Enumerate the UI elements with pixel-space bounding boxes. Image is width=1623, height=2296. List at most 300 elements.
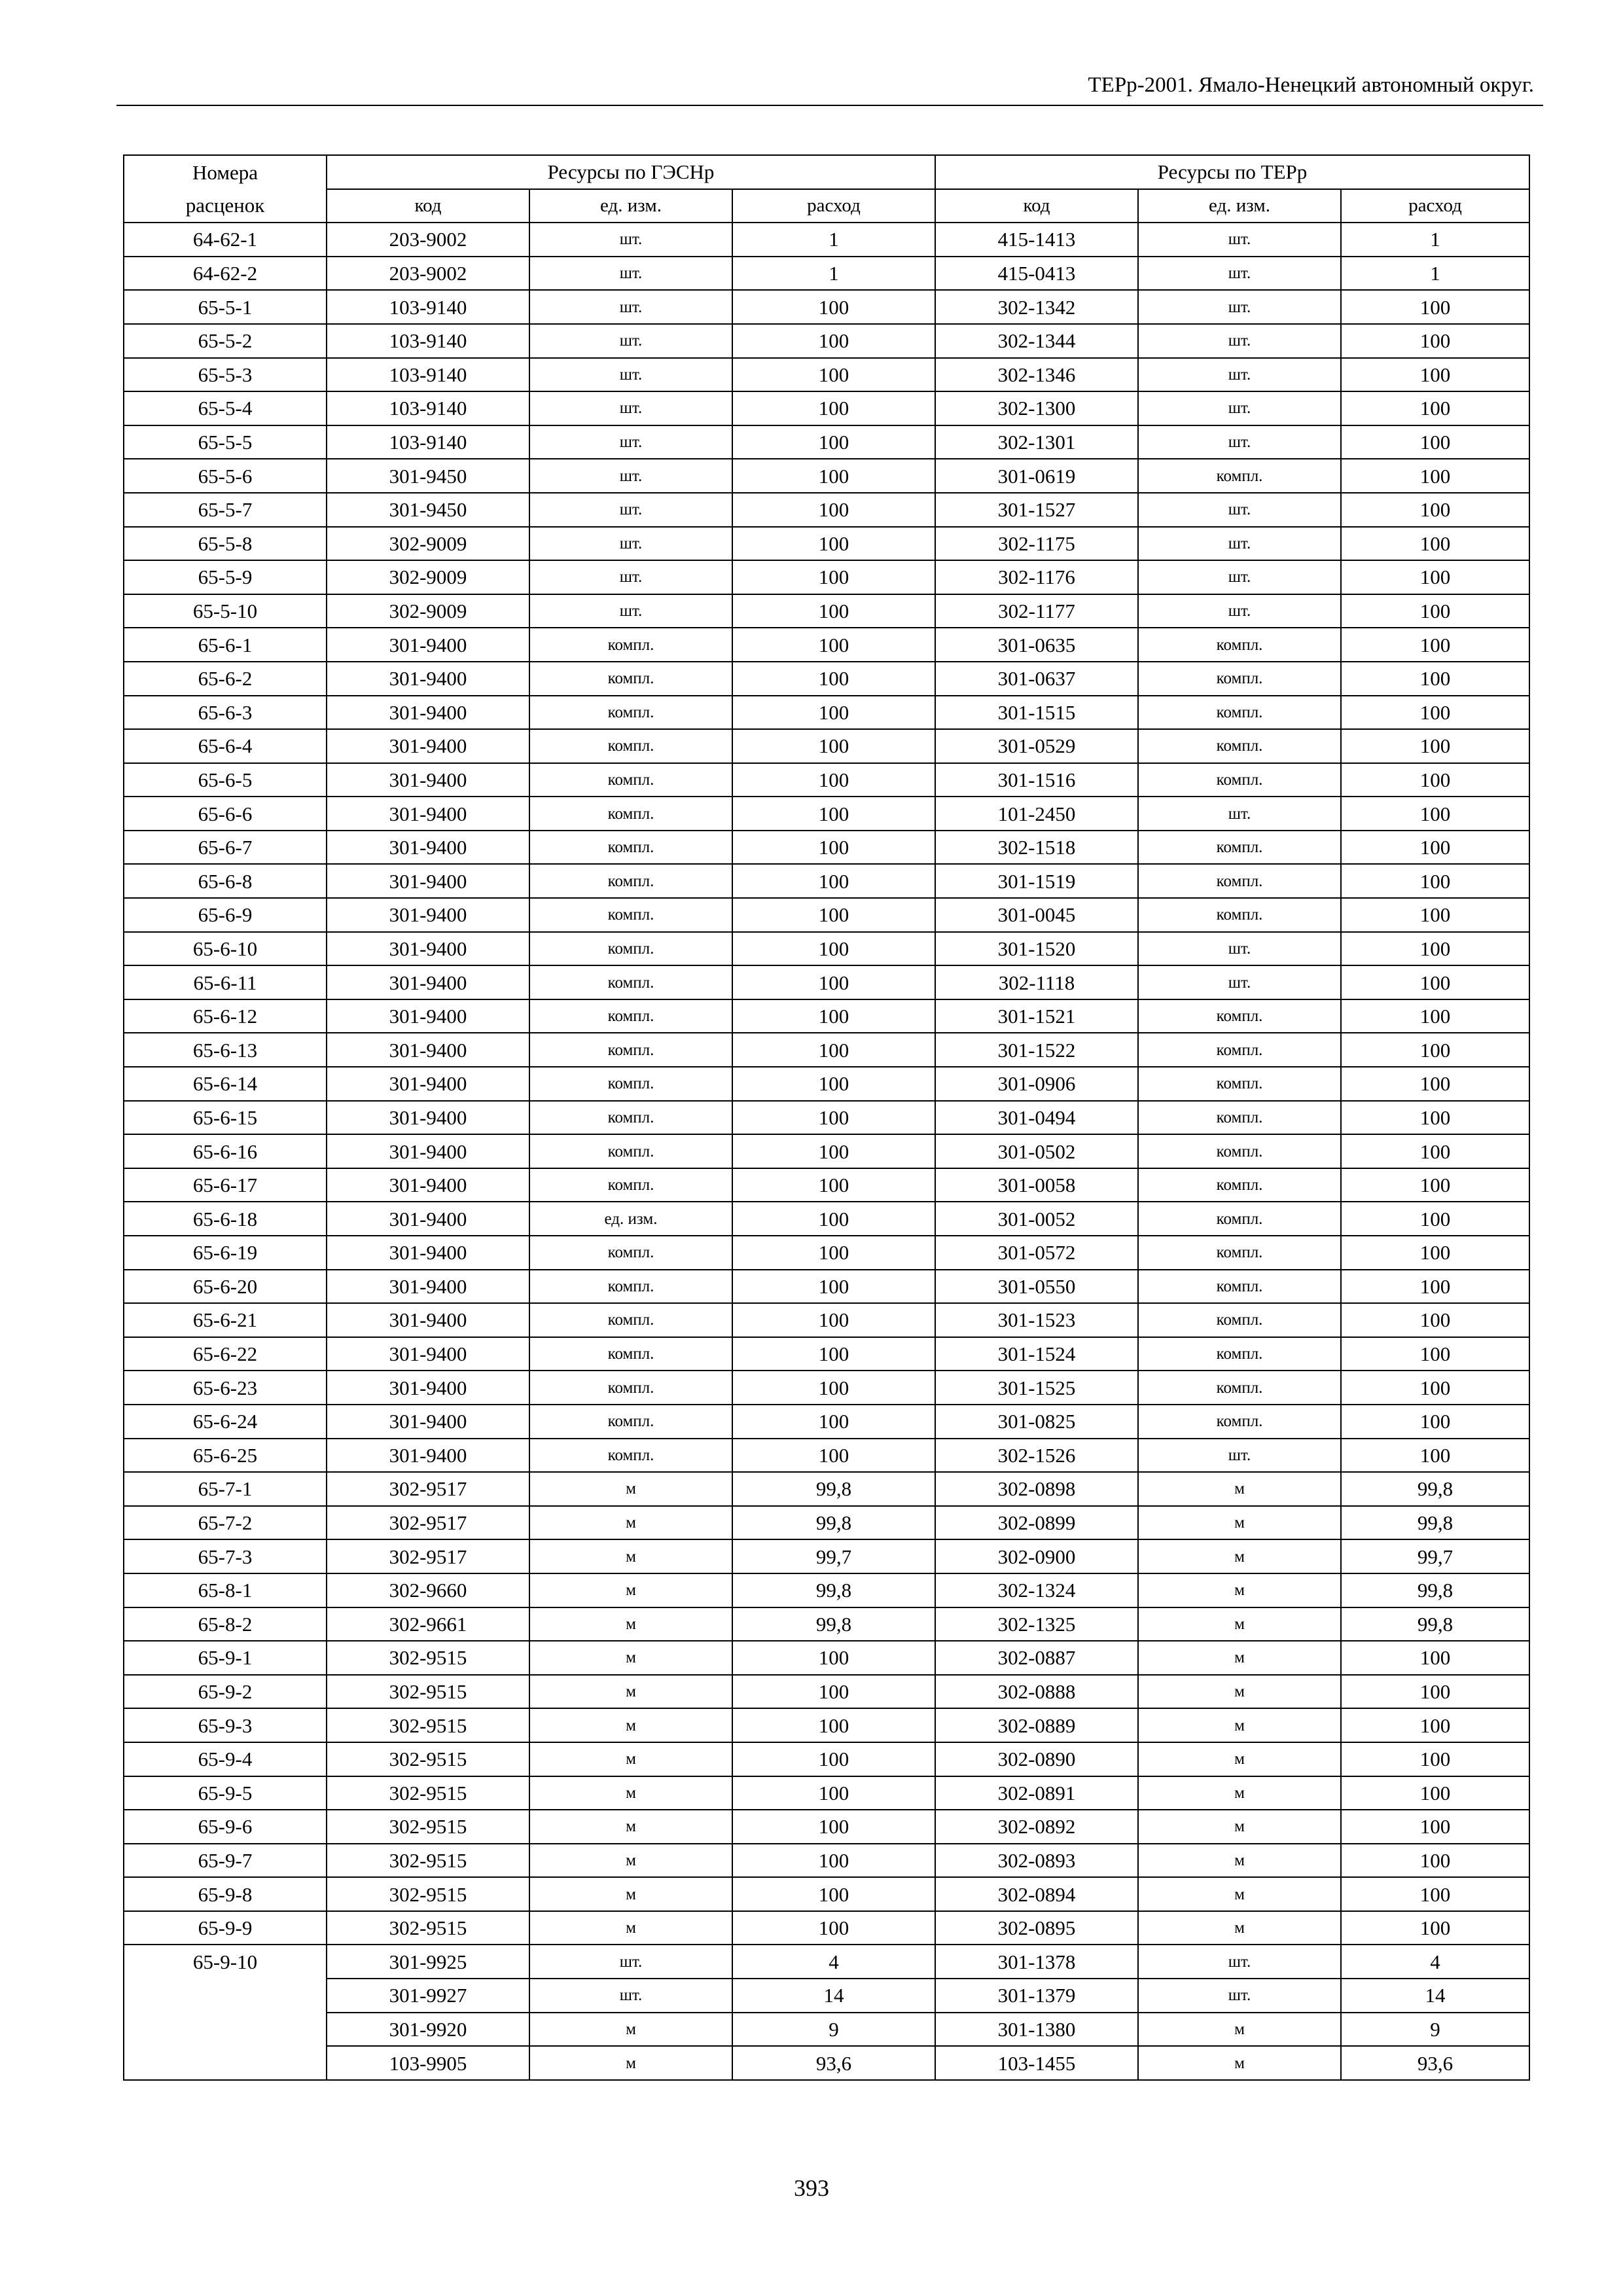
gesn-qty-cell: 100 [732,1708,935,1742]
table-row [124,493,1529,527]
ter-unit-cell: шт. [1138,257,1341,291]
gesn-unit-cell: м [529,1472,732,1506]
gesn-qty-cell: 100 [732,358,935,392]
rate-number-cell: 65-6-15 [124,1101,327,1135]
gesn-unit-cell: м [529,1675,732,1709]
ter-qty-cell: 99,8 [1341,1573,1529,1607]
gesn-qty-cell: 100 [732,493,935,527]
ter-unit-cell: шт. [1138,1979,1341,2013]
gesn-unit-cell: компл. [529,1439,732,1473]
gesn-qty-cell: 100 [732,797,935,831]
gesn-code-cell: 301-9400 [327,1303,529,1337]
page-number: 393 [794,2175,829,2201]
gesn-qty-cell: 100 [732,696,935,730]
ter-unit-cell: м [1138,1573,1341,1607]
ter-qty-cell: 100 [1341,932,1529,966]
rate-number-cell: 65-6-18 [124,1202,327,1236]
rate-number-cell: 65-5-5 [124,425,327,459]
gesn-resources-header: Ресурсы по ГЭСНр [327,155,935,189]
ter-code-cell: 301-0058 [935,1168,1138,1202]
gesn-unit-cell: компл. [529,1405,732,1439]
resource-table [123,154,1530,2081]
ter-code-cell: 302-0890 [935,1742,1138,1776]
ter-code-cell: 302-0900 [935,1539,1138,1573]
ter-qty-cell: 100 [1341,999,1529,1033]
rate-number-cell: 65-9-1 [124,1641,327,1675]
ter-code-cell: 302-1344 [935,324,1138,358]
ter-code-cell: 301-0637 [935,662,1138,696]
gesn-qty-cell: 100 [732,425,935,459]
gesn-code-cell: 301-9400 [327,763,529,797]
rate-number-cell: 65-6-21 [124,1303,327,1337]
ter-code-cell: 301-1378 [935,1945,1138,1979]
gesn-qty-cell: 100 [732,1033,935,1067]
rate-number-cell: 65-6-7 [124,831,327,865]
table-row [124,1539,1529,1573]
gesn-qty-cell: 100 [732,1439,935,1473]
ter-code-cell: 301-0045 [935,898,1138,932]
gesn-unit-cell: м [529,1844,732,1878]
ter-code-cell: 301-1379 [935,1979,1138,2013]
ter-code-cell: 302-0892 [935,1810,1138,1844]
gesn-unit-cell: м [529,1776,732,1810]
ter-qty-cell: 100 [1341,594,1529,628]
table-row [124,831,1529,865]
rate-number-cell: 65-9-3 [124,1708,327,1742]
rate-number-cell: 65-5-10 [124,594,327,628]
gesn-qty-cell: 100 [732,1303,935,1337]
gesn-code-cell: 301-9400 [327,1405,529,1439]
gesn-code-cell: 302-9660 [327,1573,529,1607]
ter-unit-cell: шт. [1138,527,1341,561]
gesn-qty-cell: 100 [732,999,935,1033]
gesn-qty-cell: 100 [732,628,935,662]
ter-qty-cell: 100 [1341,290,1529,324]
gesn-code-cell: 301-9920 [327,2013,529,2047]
ter-code-cell: 301-0572 [935,1236,1138,1270]
ter-qty-cell: 100 [1341,864,1529,898]
table-row [124,1371,1529,1405]
ter-qty-cell: 100 [1341,1168,1529,1202]
ter-code-cell: 302-1526 [935,1439,1138,1473]
table-row [124,1168,1529,1202]
ter-unit-cell: компл. [1138,1168,1341,1202]
ter-unit-cell: компл. [1138,1033,1341,1067]
gesn-qty-cell: 100 [732,560,935,594]
table-row [124,1067,1529,1101]
ter-qty-cell: 100 [1341,1877,1529,1911]
ter-code-cell: 301-0502 [935,1134,1138,1168]
gesn-code-cell: 302-9515 [327,1810,529,1844]
gesn-qty-cell: 99,8 [732,1607,935,1641]
gesn-qty-cell: 100 [732,1675,935,1709]
gesn-unit-cell: м [529,1641,732,1675]
gesn-qty-cell: 1 [732,223,935,257]
ter-qty-cell: 1 [1341,257,1529,291]
gesn-unit-cell: м [529,1573,732,1607]
ter-code-cell: 301-1519 [935,864,1138,898]
rate-number-cell: 65-9-7 [124,1844,327,1878]
gesn-unit-cell: ед. изм. [529,1202,732,1236]
gesn-code-cell: 203-9002 [327,223,529,257]
gesn-qty-cell: 100 [732,527,935,561]
gesn-unit-cell: шт. [529,391,732,425]
ter-unit-cell: шт. [1138,1439,1341,1473]
rate-number-cell [124,2013,327,2047]
ter-unit-cell: компл. [1138,459,1341,493]
rate-number-cell: 65-6-1 [124,628,327,662]
ter-code-cell: 301-1380 [935,2013,1138,2047]
ter-qty-cell: 100 [1341,1270,1529,1304]
rate-number-cell: 65-5-4 [124,391,327,425]
table-row [124,628,1529,662]
ter-qty-cell: 100 [1341,763,1529,797]
gesn-code-cell: 302-9515 [327,1844,529,1878]
gesn-qty-header: расход [732,189,935,223]
ter-qty-cell: 100 [1341,391,1529,425]
table-row [124,662,1529,696]
ter-qty-cell: 100 [1341,493,1529,527]
table-row [124,1134,1529,1168]
rate-number-cell: 65-6-19 [124,1236,327,1270]
table-row [124,391,1529,425]
ter-qty-header: расход [1341,189,1529,223]
gesn-code-cell: 301-9400 [327,1270,529,1304]
rate-number-cell: 65-6-23 [124,1371,327,1405]
ter-code-cell: 302-1118 [935,965,1138,999]
gesn-qty-cell: 9 [732,2013,935,2047]
ter-unit-cell: компл. [1138,1134,1341,1168]
gesn-code-cell: 301-9400 [327,1236,529,1270]
gesn-code-cell: 302-9009 [327,594,529,628]
gesn-code-cell: 301-9400 [327,999,529,1033]
ter-qty-cell: 100 [1341,1303,1529,1337]
rate-number-cell: 65-9-10 [124,1945,327,1979]
ter-unit-cell: шт. [1138,290,1341,324]
gesn-qty-cell: 100 [732,1101,935,1135]
rate-number-cell: 65-7-2 [124,1506,327,1540]
ter-code-cell: 301-0494 [935,1101,1138,1135]
ter-qty-cell: 100 [1341,898,1529,932]
ter-qty-cell: 100 [1341,1675,1529,1709]
ter-unit-header: ед. изм. [1138,189,1341,223]
gesn-qty-cell: 100 [732,1405,935,1439]
ter-unit-cell: м [1138,1472,1341,1506]
gesn-unit-cell: компл. [529,1371,732,1405]
ter-code-cell: 301-0906 [935,1067,1138,1101]
gesn-unit-cell: м [529,1607,732,1641]
rate-number-cell: 65-5-6 [124,459,327,493]
gesn-code-cell: 302-9515 [327,1877,529,1911]
gesn-qty-cell: 100 [732,1742,935,1776]
ter-code-cell: 301-0619 [935,459,1138,493]
ter-qty-cell: 100 [1341,324,1529,358]
ter-qty-cell: 100 [1341,729,1529,763]
ter-unit-cell: компл. [1138,628,1341,662]
rate-number-cell: 65-6-20 [124,1270,327,1304]
ter-qty-cell: 100 [1341,1911,1529,1945]
ter-qty-cell: 100 [1341,1776,1529,1810]
gesn-qty-cell: 100 [732,1911,935,1945]
gesn-qty-cell: 99,8 [732,1506,935,1540]
table-row [124,1270,1529,1304]
rate-number-cell: 65-5-3 [124,358,327,392]
gesn-qty-cell: 100 [732,594,935,628]
ter-qty-cell: 14 [1341,1979,1529,2013]
gesn-unit-cell: компл. [529,1303,732,1337]
table-header-row-1 [124,155,1529,189]
ter-qty-cell: 100 [1341,358,1529,392]
gesn-unit-cell: шт. [529,527,732,561]
gesn-code-cell: 301-9400 [327,797,529,831]
rate-number-cell: 65-8-1 [124,1573,327,1607]
table-row [124,1810,1529,1844]
gesn-qty-cell: 100 [732,965,935,999]
ter-qty-cell: 100 [1341,1202,1529,1236]
ter-unit-cell: м [1138,1877,1341,1911]
gesn-qty-cell: 100 [732,763,935,797]
ter-qty-cell: 99,8 [1341,1472,1529,1506]
gesn-code-cell: 302-9661 [327,1607,529,1641]
gesn-code-cell: 301-9400 [327,1337,529,1371]
ter-qty-cell: 100 [1341,425,1529,459]
ter-unit-cell: шт. [1138,594,1341,628]
gesn-code-cell: 302-9517 [327,1472,529,1506]
ter-code-cell: 302-1175 [935,527,1138,561]
gesn-unit-cell: шт. [529,290,732,324]
table-row [124,324,1529,358]
rate-number-cell: 65-6-8 [124,864,327,898]
gesn-qty-cell: 100 [732,1810,935,1844]
gesn-qty-cell: 100 [732,1877,935,1911]
table-row [124,358,1529,392]
rate-number-cell: 65-6-25 [124,1439,327,1473]
gesn-qty-cell: 14 [732,1979,935,2013]
ter-qty-cell: 100 [1341,560,1529,594]
ter-unit-cell: м [1138,1911,1341,1945]
gesn-qty-cell: 100 [732,1168,935,1202]
table-row [124,459,1529,493]
ter-unit-cell: шт. [1138,391,1341,425]
ter-unit-cell: шт. [1138,358,1341,392]
ter-qty-cell: 93,6 [1341,2046,1529,2080]
rate-number-header-top: Номера [124,155,327,189]
ter-code-cell: 301-0635 [935,628,1138,662]
gesn-code-cell: 301-9400 [327,662,529,696]
ter-qty-cell: 100 [1341,1033,1529,1067]
ter-code-cell: 302-0887 [935,1641,1138,1675]
gesn-code-cell: 302-9515 [327,1911,529,1945]
ter-qty-cell: 100 [1341,696,1529,730]
ter-code-cell: 302-1325 [935,1607,1138,1641]
gesn-unit-cell: компл. [529,696,732,730]
gesn-unit-cell: шт. [529,324,732,358]
gesn-unit-cell: шт. [529,223,732,257]
header-rule [116,105,1543,106]
gesn-qty-cell: 93,6 [732,2046,935,2080]
ter-qty-cell: 9 [1341,2013,1529,2047]
ter-code-cell: 302-0889 [935,1708,1138,1742]
ter-unit-cell: м [1138,1539,1341,1573]
ter-code-cell: 103-1455 [935,2046,1138,2080]
ter-qty-cell: 100 [1341,1371,1529,1405]
gesn-unit-cell: м [529,1877,732,1911]
ter-code-cell: 302-1176 [935,560,1138,594]
table-row [124,1979,1529,2013]
table-row [124,1945,1529,1979]
gesn-unit-cell: м [529,1742,732,1776]
table-row [124,1641,1529,1675]
gesn-unit-cell: м [529,1810,732,1844]
table-row [124,1202,1529,1236]
gesn-unit-cell: м [529,1708,732,1742]
table-row [124,257,1529,291]
gesn-code-cell: 301-9400 [327,864,529,898]
ter-unit-cell: шт. [1138,932,1341,966]
ter-qty-cell: 100 [1341,1439,1529,1473]
table-row [124,1675,1529,1709]
gesn-code-cell: 302-9515 [327,1776,529,1810]
gesn-unit-cell: компл. [529,1168,732,1202]
gesn-code-cell: 302-9515 [327,1708,529,1742]
ter-code-cell: 302-1346 [935,358,1138,392]
gesn-code-cell: 301-9400 [327,628,529,662]
ter-code-cell: 301-1520 [935,932,1138,966]
gesn-unit-cell: компл. [529,864,732,898]
table-row [124,1337,1529,1371]
ter-unit-cell: компл. [1138,831,1341,865]
ter-qty-cell: 100 [1341,1844,1529,1878]
ter-qty-cell: 100 [1341,831,1529,865]
ter-unit-cell: компл. [1138,999,1341,1033]
gesn-unit-cell: шт. [529,1979,732,2013]
rate-number-cell: 65-6-6 [124,797,327,831]
rate-number-cell: 64-62-1 [124,223,327,257]
ter-unit-cell: шт. [1138,425,1341,459]
ter-qty-cell: 4 [1341,1945,1529,1979]
ter-code-cell: 301-1515 [935,696,1138,730]
table-row [124,696,1529,730]
table-row [124,1844,1529,1878]
gesn-code-cell: 301-9400 [327,1101,529,1135]
ter-code-cell: 301-1525 [935,1371,1138,1405]
gesn-code-cell: 203-9002 [327,257,529,291]
gesn-unit-cell: компл. [529,797,732,831]
gesn-qty-cell: 1 [732,257,935,291]
ter-unit-cell: компл. [1138,898,1341,932]
rate-number-cell: 65-5-2 [124,324,327,358]
ter-qty-cell: 100 [1341,1337,1529,1371]
gesn-unit-cell: компл. [529,1033,732,1067]
ter-code-cell: 301-1522 [935,1033,1138,1067]
gesn-qty-cell: 100 [732,1134,935,1168]
table-row [124,1236,1529,1270]
ter-code-cell: 101-2450 [935,797,1138,831]
gesn-unit-cell: компл. [529,628,732,662]
gesn-code-cell: 301-9400 [327,965,529,999]
gesn-code-cell: 301-9925 [327,1945,529,1979]
rate-number-cell: 65-6-12 [124,999,327,1033]
ter-unit-cell: компл. [1138,1202,1341,1236]
gesn-unit-cell: компл. [529,662,732,696]
ter-code-cell: 302-0898 [935,1472,1138,1506]
gesn-code-cell: 302-9517 [327,1506,529,1540]
gesn-qty-cell: 100 [732,662,935,696]
gesn-code-cell: 301-9400 [327,1202,529,1236]
gesn-qty-cell: 100 [732,324,935,358]
gesn-code-cell: 302-9515 [327,1641,529,1675]
ter-unit-cell: м [1138,1776,1341,1810]
table-row [124,965,1529,999]
ter-unit-cell: компл. [1138,696,1341,730]
ter-qty-cell: 100 [1341,1134,1529,1168]
ter-unit-cell: компл. [1138,1101,1341,1135]
ter-unit-cell: м [1138,1675,1341,1709]
table-row [124,1911,1529,1945]
rate-number-cell: 65-6-13 [124,1033,327,1067]
gesn-unit-cell: м [529,1539,732,1573]
rate-number-cell: 65-6-10 [124,932,327,966]
gesn-code-cell: 301-9400 [327,831,529,865]
rate-number-cell: 65-8-2 [124,1607,327,1641]
ter-unit-cell: компл. [1138,1067,1341,1101]
ter-unit-cell: м [1138,2013,1341,2047]
gesn-qty-cell: 100 [732,1641,935,1675]
gesn-code-cell: 302-9009 [327,560,529,594]
ter-code-cell: 302-0894 [935,1877,1138,1911]
table-row [124,1506,1529,1540]
rate-number-cell: 65-9-5 [124,1776,327,1810]
ter-unit-cell: компл. [1138,1303,1341,1337]
ter-code-cell: 302-1342 [935,290,1138,324]
ter-qty-cell: 100 [1341,1708,1529,1742]
table-row [124,1573,1529,1607]
gesn-code-cell: 103-9140 [327,290,529,324]
gesn-qty-cell: 100 [732,459,935,493]
rate-number-cell [124,2046,327,2080]
ter-qty-cell: 100 [1341,459,1529,493]
ter-unit-cell: компл. [1138,729,1341,763]
rate-number-cell [124,1979,327,2013]
rate-number-cell: 65-6-9 [124,898,327,932]
ter-code-cell: 302-1177 [935,594,1138,628]
ter-qty-cell: 100 [1341,1405,1529,1439]
gesn-unit-cell: м [529,2046,732,2080]
rate-number-cell: 65-9-8 [124,1877,327,1911]
gesn-code-cell: 103-9140 [327,324,529,358]
gesn-code-cell: 103-9140 [327,425,529,459]
ter-unit-cell: шт. [1138,223,1341,257]
table-row [124,1472,1529,1506]
ter-code-cell: 302-1518 [935,831,1138,865]
gesn-unit-header: ед. изм. [529,189,732,223]
ter-code-cell: 302-1324 [935,1573,1138,1607]
ter-qty-cell: 100 [1341,1810,1529,1844]
rate-number-cell: 65-6-3 [124,696,327,730]
rate-number-cell: 65-6-24 [124,1405,327,1439]
gesn-qty-cell: 4 [732,1945,935,1979]
ter-unit-cell: компл. [1138,1371,1341,1405]
gesn-qty-cell: 100 [732,831,935,865]
gesn-unit-cell: компл. [529,898,732,932]
gesn-qty-cell: 100 [732,898,935,932]
gesn-unit-cell: шт. [529,459,732,493]
table-row [124,2013,1529,2047]
rate-number-cell: 65-6-4 [124,729,327,763]
rate-number-cell: 65-5-7 [124,493,327,527]
gesn-unit-cell: компл. [529,1134,732,1168]
gesn-unit-cell: компл. [529,932,732,966]
